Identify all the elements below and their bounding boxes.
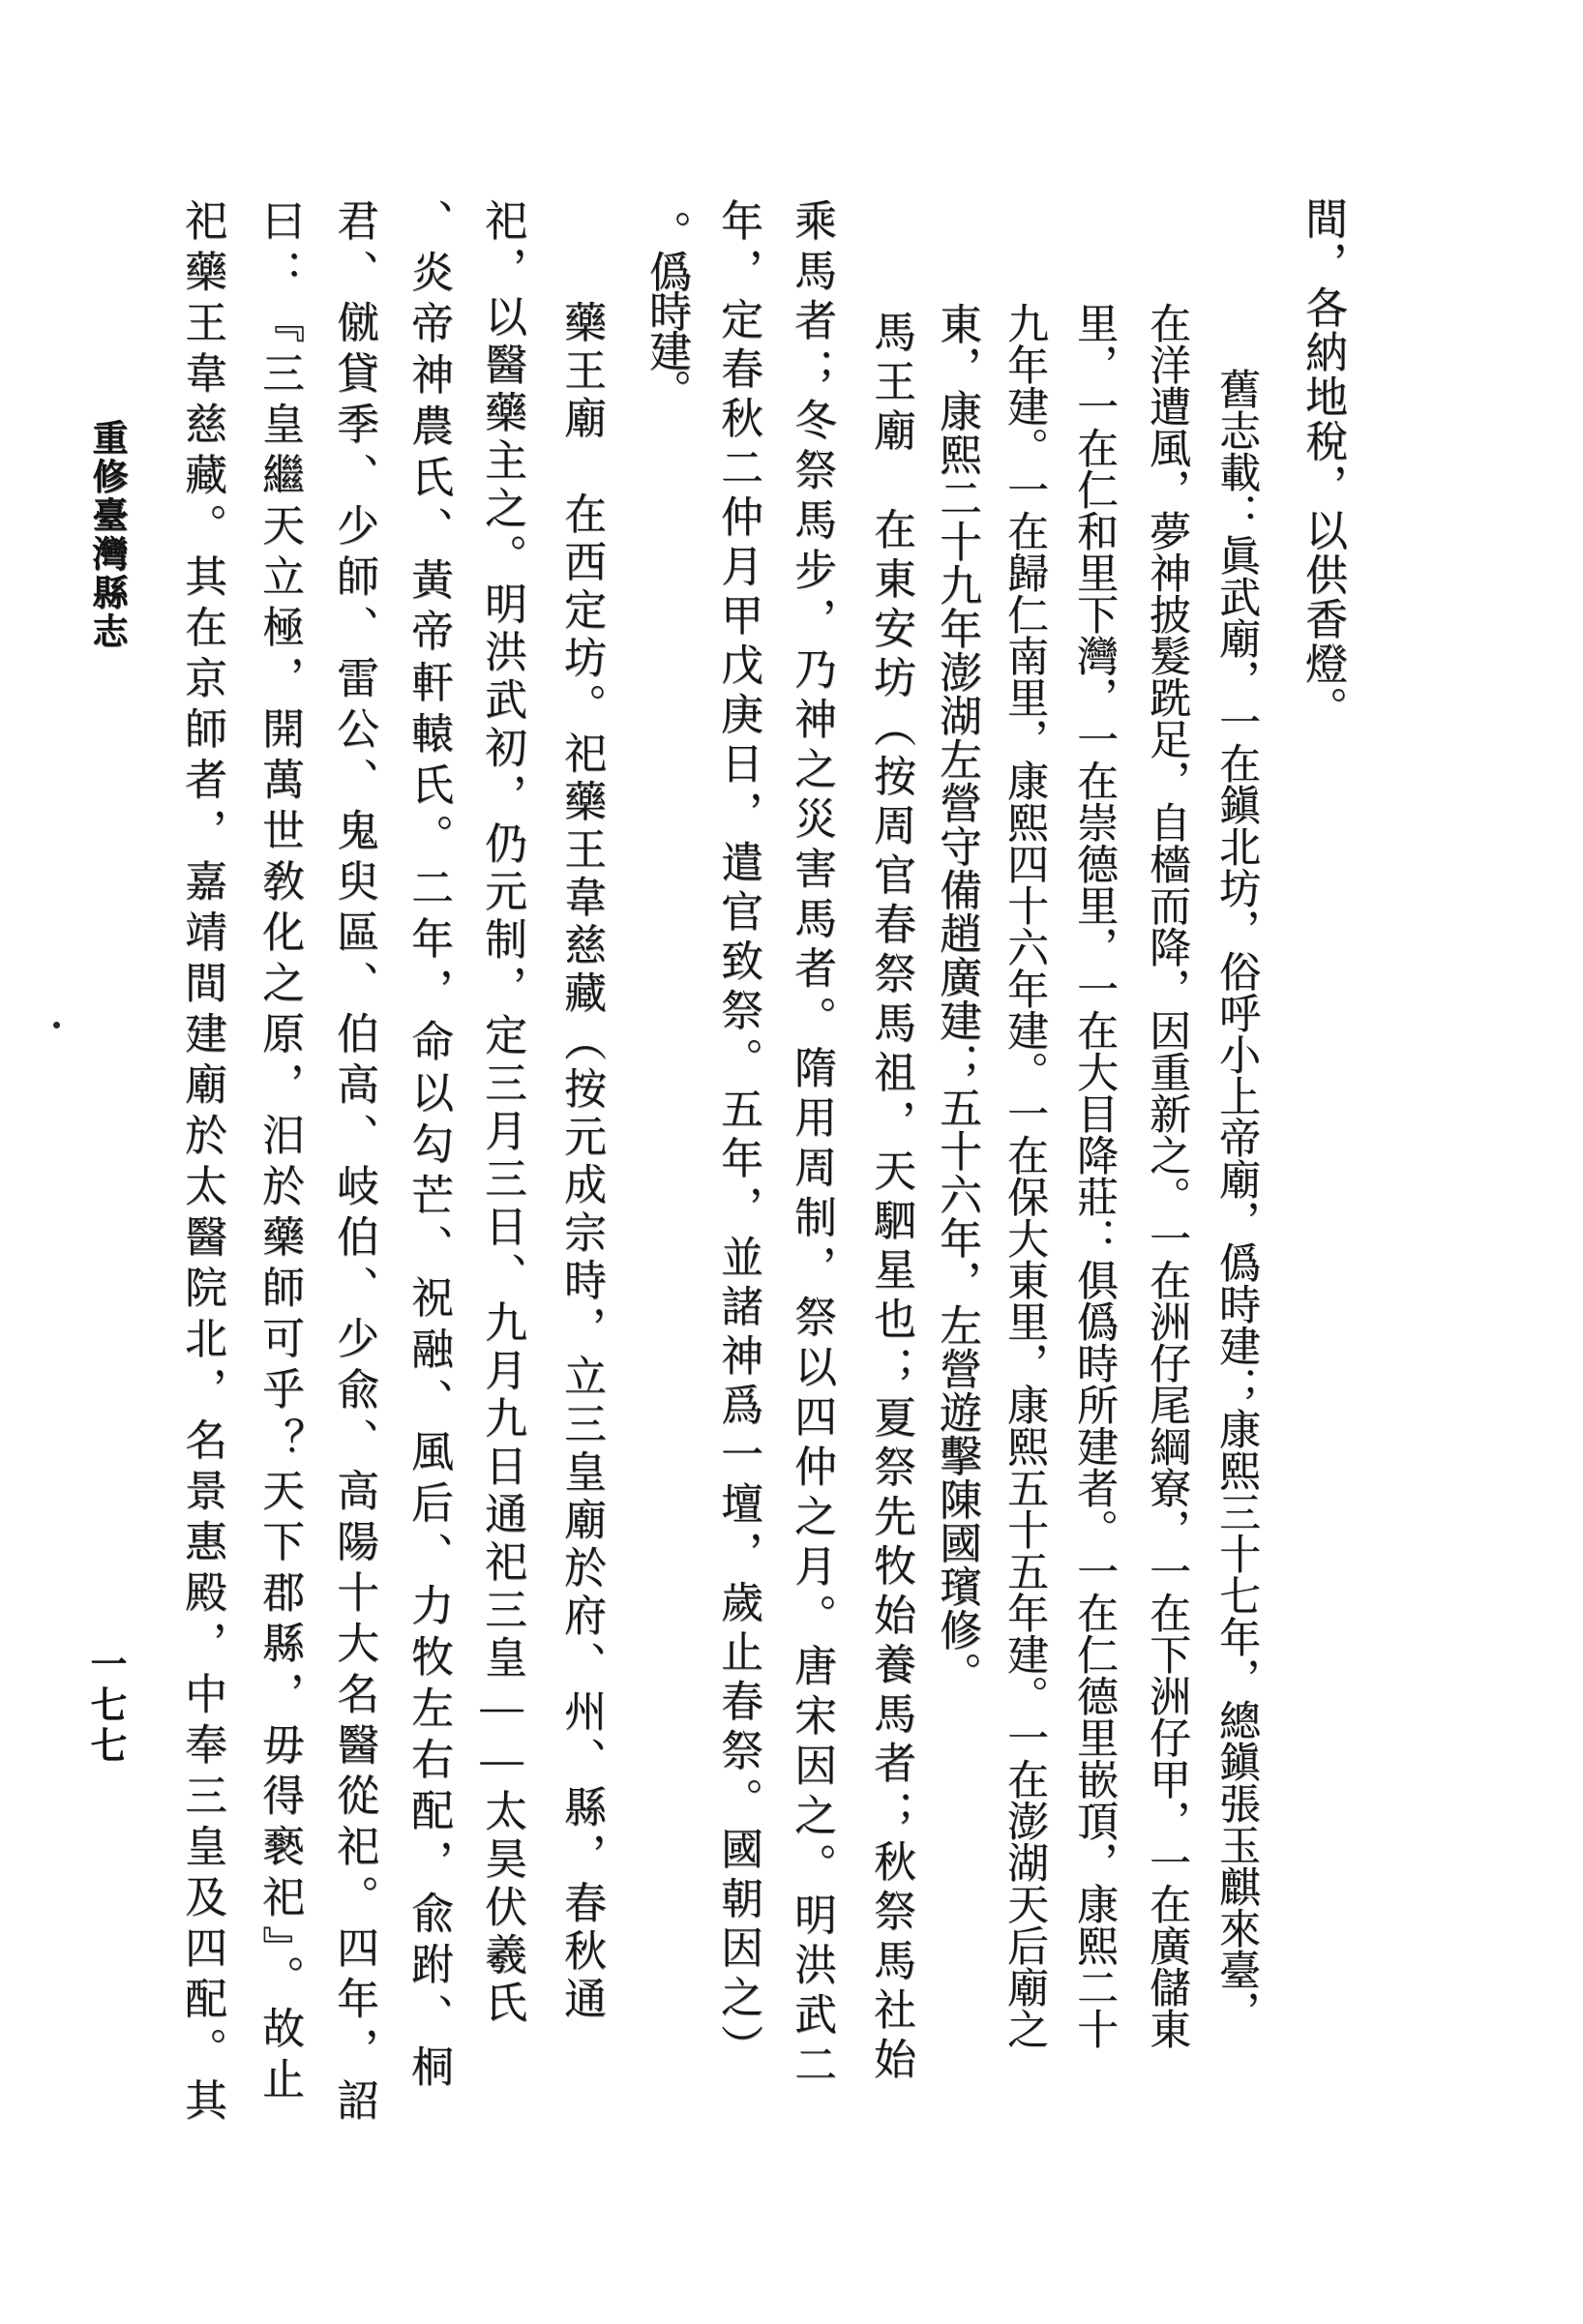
- text-column-5: 九年建。一在歸仁南里，康熙四十六年建。一在保大東里，康熙五十五年建。一在澎湖天后廟之: [1001, 302, 1047, 2049]
- text-column-13: 、炎帝神農氏、黃帝軒轅氏。二年，命以勾芒、祝融、風后、力牧左右配，兪跗、桐: [404, 198, 452, 2096]
- text-column-7: 馬王廟 在東安坊（按周官春祭馬祖，天駟星也；夏祭先牧始養馬者；秋祭馬社始: [867, 310, 914, 2086]
- text-column-3: 在洋遭風，夢神披髮跣足，自檣而降，因重新之。一在洲仔尾綱寮，一在下洲仔甲，一在廣儲東: [1144, 302, 1189, 2049]
- text-column-11: 藥王廟 在西定坊。祀藥王韋慈藏（按元成宗時，立三皇廟於府、州、縣，春秋通: [557, 300, 605, 2024]
- text-column-8: 乘馬者；冬祭馬步，乃神之災害馬者。隋用周制，祭以四仲之月。唐宋因之。明洪武二: [788, 198, 835, 2092]
- text-column-1: 間，各納地稅，以供香燈。: [1299, 196, 1346, 730]
- text-column-9: 年，定春秋二仲月甲戊庚日，遣官致祭。五年，並諸神爲一壇，歲止春祭。國朝因之）: [714, 198, 762, 2073]
- running-title: 重修臺灣縣志: [86, 419, 126, 651]
- text-column-16: 祀藥王韋慈藏。其在京師者，嘉靖間建廟於太醫院北，名景惠殿，中奉三皇及四配。其: [178, 198, 225, 2129]
- scan-speck: [53, 1022, 60, 1028]
- page-number-label: 一七七: [84, 1645, 125, 1767]
- text-column-2: 舊志載：眞武廟，一在鎭北坊，俗呼小上帝廟，僞時建；康熙三十七年，總鎭張玉麒來臺，: [1213, 368, 1259, 2032]
- text-column-12: 祀，以醫藥主之。明洪武初，仍元制，定三月三日、九月九日通祀三皇——太昊伏羲氏: [478, 198, 525, 2028]
- text-column-14: 君、僦貸季、少師、雷公、鬼臾區、伯高、岐伯、少兪、高陽十大名醫從祀。四年，詔: [330, 198, 377, 2129]
- text-column-6: 東，康熙二十九年澎湖左營守備趙廣建；五十六年，左營遊擊陳國璸修。: [933, 302, 980, 1695]
- text-column-10: 。僞時建。: [642, 210, 690, 408]
- text-column-4: 里，一在仁和里下灣，一在崇德里，一在大目降莊：俱僞時所建者。一在仁德里嵌頂，康熙二十: [1071, 302, 1117, 2049]
- text-column-15: 曰：『三皇繼天立極，開萬世敎化之原，汨於藥師可乎？天下郡縣，毋得褻祀』。故止: [255, 198, 303, 2107]
